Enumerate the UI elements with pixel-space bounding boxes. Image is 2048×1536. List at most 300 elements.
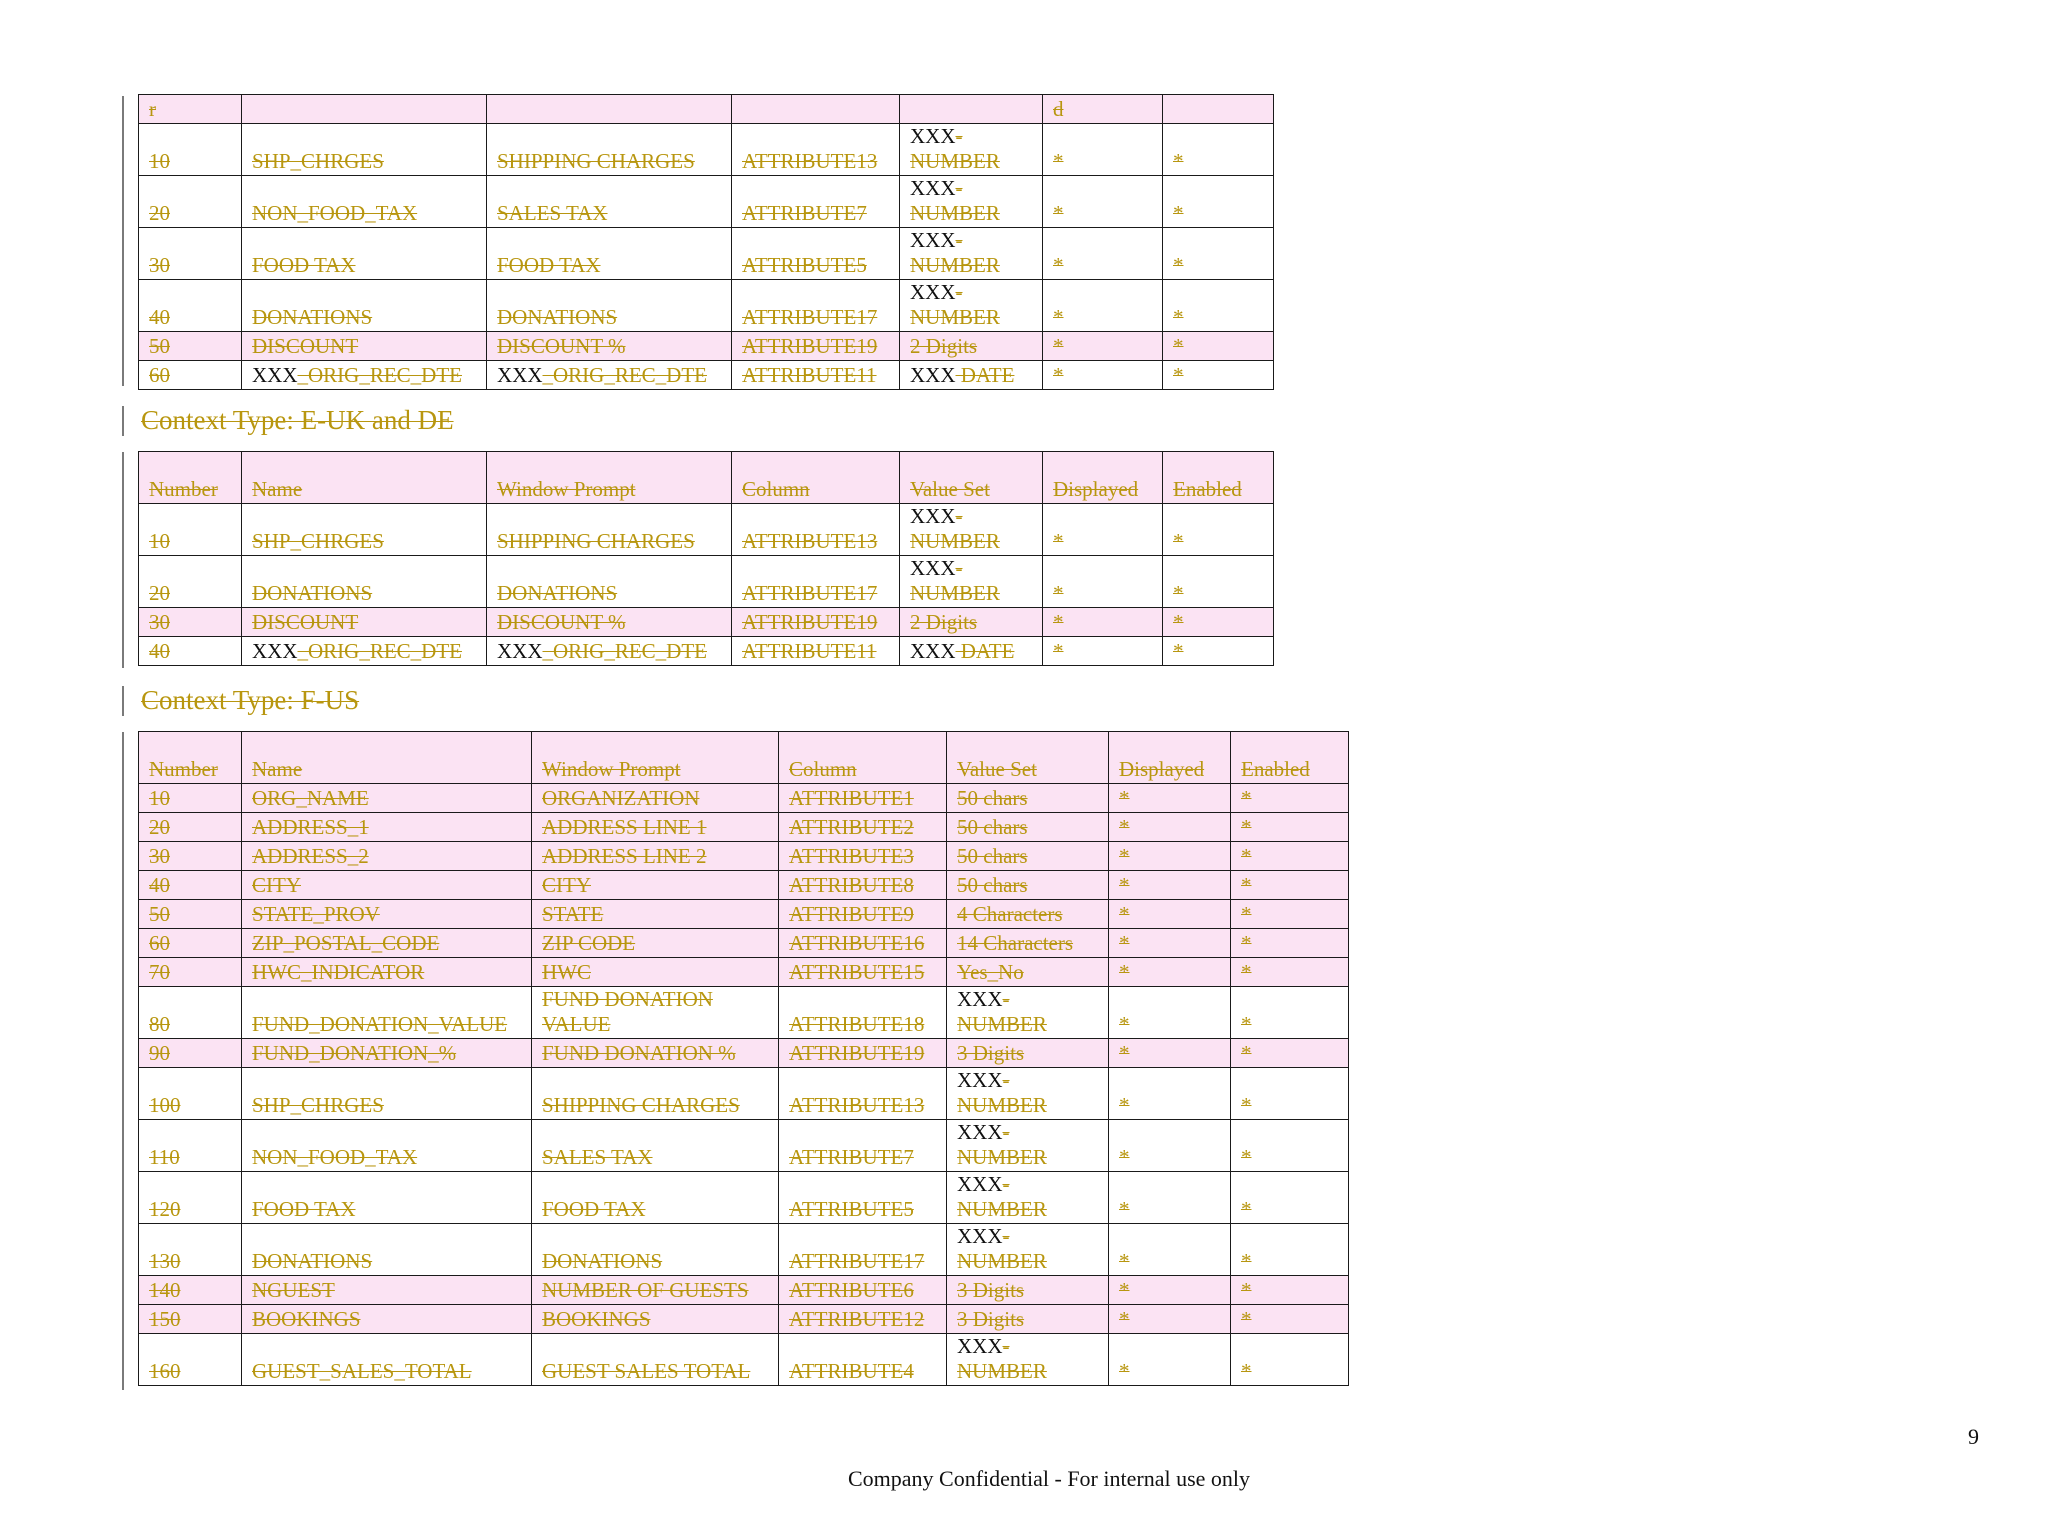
inserted-text: XXX [910,363,956,387]
deleted-text: NON_FOOD_TAX [252,1145,418,1169]
deleted-text: _ORIG_REC_DTE [297,639,462,663]
deleted-text: 14 Characters [957,931,1074,955]
header-label: r [149,97,156,121]
header-label: Value Set [957,757,1037,781]
deleted-text: ATTRIBUTE17 [789,1249,925,1273]
enabled-cell [1163,556,1274,608]
change-bar [122,686,124,716]
window-prompt-cell [532,1172,779,1224]
deleted-text: GUEST SALES TOTAL [542,1359,751,1383]
deleted-text: * [1241,844,1252,868]
displayed-cell [1043,608,1163,637]
window-prompt-cell [532,1276,779,1305]
table-row [139,176,1274,228]
displayed-cell [1043,124,1163,176]
number-cell [139,332,242,361]
deleted-text: * [1173,363,1184,387]
deleted-text: ADDRESS LINE 1 [542,815,707,839]
value-set-cell [947,1334,1109,1386]
displayed-cell [1109,1334,1231,1386]
deleted-text: ORG_NAME [252,786,369,810]
window-prompt-cell [532,1120,779,1172]
table-row [139,958,1349,987]
enabled-cell [1163,361,1274,390]
number-cell [139,280,242,332]
inserted-text: XXX [957,987,1003,1011]
column-cell [779,1276,947,1305]
header-window-prompt-cell [532,732,779,784]
deleted-text: FUND DONATION VALUE [542,987,713,1036]
number-cell [139,228,242,280]
table-row [139,871,1349,900]
deleted-text: SHP_CHRGES [252,1093,384,1117]
column-cell [779,900,947,929]
name-cell [242,813,532,842]
deleted-text: * [1241,1093,1252,1117]
deleted-text: 50 chars [957,873,1028,897]
number-cell [139,1039,242,1068]
column-cell [779,987,947,1039]
deleted-text: FOOD TAX [252,253,356,277]
deleted-text: * [1173,581,1184,605]
enabled-cell [1231,1068,1349,1120]
value-set-cell [900,124,1043,176]
inserted-text: XXX [497,363,543,387]
deleted-text: SALES TAX [542,1145,653,1169]
value-set-cell [947,784,1109,813]
deleted-text: * [1119,786,1130,810]
table-header-row [139,732,1349,784]
value-set-cell [900,556,1043,608]
deleted-text: * [1053,639,1064,663]
value-set-cell [947,1172,1109,1224]
deleted-text: * [1053,581,1064,605]
table-row [139,1172,1349,1224]
deleted-text: NGUEST [252,1278,335,1302]
column-cell [732,124,900,176]
deleted-text: * [1053,334,1064,358]
header-enabled-cell [1163,452,1274,504]
number-cell [139,361,242,390]
column-cell [732,228,900,280]
deleted-text: * [1173,201,1184,225]
name-cell [242,1039,532,1068]
deleted-text: ATTRIBUTE1 [789,786,914,810]
displayed-cell [1043,332,1163,361]
displayed-cell [1109,1305,1231,1334]
header-column-cell [779,732,947,784]
deleted-text: 90 [149,1041,170,1065]
deleted-text: 3 Digits [957,1278,1025,1302]
window-prompt-cell [532,929,779,958]
deleted-text: ORGANIZATION [542,786,700,810]
header-label: d [1053,97,1064,121]
deleted-text: * [1119,1278,1130,1302]
deleted-text: ZIP CODE [542,931,636,955]
header-label: Enabled [1173,477,1242,501]
header-label: Displayed [1119,757,1205,781]
name-cell [242,987,532,1039]
name-cell [242,1172,532,1224]
displayed-cell [1043,556,1163,608]
table-row [139,1039,1349,1068]
deleted-text: ATTRIBUTE7 [789,1145,914,1169]
deleted-text: -NUMBER [910,280,1000,329]
name-cell [242,929,532,958]
value-set-cell [947,813,1109,842]
enabled-cell [1231,1334,1349,1386]
deleted-text: ATTRIBUTE18 [789,1012,925,1036]
inserted-text: XXX [910,228,956,252]
window-prompt-cell [532,987,779,1039]
deleted-text: * [1241,1359,1252,1383]
enabled-cell [1231,1276,1349,1305]
deleted-text: -NUMBER [910,556,1000,605]
table-row [139,361,1274,390]
deleted-text: 3 Digits [957,1307,1025,1331]
deleted-text: * [1241,815,1252,839]
table-row [139,1224,1349,1276]
deleted-text: DISCOUNT % [497,610,626,634]
deleted-text: 30 [149,253,170,277]
displayed-cell [1043,637,1163,666]
header-label: Enabled [1241,757,1310,781]
number-cell [139,1334,242,1386]
name-cell [242,504,487,556]
enabled-cell [1231,900,1349,929]
displayed-cell [1109,1068,1231,1120]
deleted-text: 10 [149,529,170,553]
context-heading-e: Context Type: E-UK and DE [141,405,454,435]
displayed-cell [1043,361,1163,390]
deleted-text: NUMBER OF GUESTS [542,1278,749,1302]
enabled-cell [1231,1120,1349,1172]
table-row [139,784,1349,813]
enabled-cell [1163,332,1274,361]
value-set-cell [947,842,1109,871]
deleted-text: 20 [149,581,170,605]
deleted-text: -NUMBER [957,1120,1047,1169]
header-label: Name [252,477,303,501]
displayed-cell [1043,176,1163,228]
change-bar [122,406,124,436]
deleted-text: * [1241,902,1252,926]
change-bar [122,452,124,668]
deleted-text: * [1119,1012,1130,1036]
header-column-cell [732,452,900,504]
deleted-text: FUND DONATION % [542,1041,736,1065]
deleted-text: ATTRIBUTE15 [789,960,925,984]
deleted-text: * [1241,1041,1252,1065]
enabled-cell [1163,176,1274,228]
name-cell [242,1120,532,1172]
header-displayed-cell [1043,95,1163,124]
deleted-text: 40 [149,873,170,897]
displayed-cell [1109,1224,1231,1276]
deleted-text: ATTRIBUTE2 [789,815,914,839]
deleted-text: 50 [149,902,170,926]
window-prompt-cell [487,124,732,176]
deleted-text: -NUMBER [910,228,1000,277]
header-label: Value Set [910,477,990,501]
window-prompt-cell [532,1039,779,1068]
header-window-prompt-cell [487,452,732,504]
deleted-text: * [1119,844,1130,868]
deleted-text: DONATIONS [252,1249,373,1273]
table-header-row [139,95,1274,124]
enabled-cell [1231,813,1349,842]
deleted-text: DATE [955,363,1015,387]
deleted-text: BOOKINGS [542,1307,651,1331]
deleted-text: DATE [955,639,1015,663]
deleted-text: -NUMBER [957,1068,1047,1117]
deleted-text: DISCOUNT % [497,334,626,358]
deleted-text: * [1241,931,1252,955]
name-cell [242,784,532,813]
header-enabled-cell [1231,732,1349,784]
number-cell [139,1068,242,1120]
table-row [139,637,1274,666]
deleted-text: 60 [149,931,170,955]
inserted-text: XXX [910,124,956,148]
table-row [139,228,1274,280]
deleted-text: * [1119,960,1130,984]
deleted-text: ADDRESS_1 [252,815,369,839]
deleted-text: * [1173,253,1184,277]
deleted-text: ATTRIBUTE13 [742,529,878,553]
displayed-cell [1109,1039,1231,1068]
deleted-text: _ORIG_REC_DTE [297,363,462,387]
window-prompt-cell [487,556,732,608]
column-cell [779,929,947,958]
deleted-text: -NUMBER [910,176,1000,225]
displayed-cell [1109,1120,1231,1172]
number-cell [139,124,242,176]
enabled-cell [1163,504,1274,556]
deleted-text: GUEST_SALES_TOTAL [252,1359,472,1383]
deleted-text: 160 [149,1359,181,1383]
page-number: 9 [1968,1424,1979,1449]
deleted-text: DONATIONS [497,305,618,329]
deleted-text: SHIPPING CHARGES [542,1093,740,1117]
enabled-cell [1231,1224,1349,1276]
name-cell [242,124,487,176]
column-cell [779,1305,947,1334]
column-cell [779,1224,947,1276]
displayed-cell [1109,987,1231,1039]
deleted-text: * [1053,610,1064,634]
value-set-cell [900,280,1043,332]
header-window-prompt-cell [487,95,732,124]
deleted-text: ATTRIBUTE11 [742,363,877,387]
deleted-text: ATTRIBUTE13 [742,149,878,173]
deleted-text: -NUMBER [910,124,1000,173]
flexfield-table-f [138,731,1349,1386]
window-prompt-cell [487,280,732,332]
deleted-text: SHP_CHRGES [252,529,384,553]
number-cell [139,958,242,987]
deleted-text: * [1119,902,1130,926]
window-prompt-cell [532,784,779,813]
deleted-text: * [1053,201,1064,225]
window-prompt-cell [532,871,779,900]
deleted-text: ATTRIBUTE19 [742,610,878,634]
window-prompt-cell [532,1305,779,1334]
deleted-text: ATTRIBUTE9 [789,902,914,926]
deleted-text: DISCOUNT [252,334,359,358]
window-prompt-cell [532,842,779,871]
header-displayed-cell [1109,732,1231,784]
deleted-text: -NUMBER [957,1334,1047,1383]
enabled-cell [1231,784,1349,813]
deleted-text: ATTRIBUTE17 [742,305,878,329]
column-cell [732,280,900,332]
number-cell [139,987,242,1039]
number-cell [139,1276,242,1305]
deleted-text: 120 [149,1197,181,1221]
deleted-text: ATTRIBUTE12 [789,1307,925,1331]
column-cell [779,1039,947,1068]
deleted-text: 50 chars [957,786,1028,810]
name-cell [242,1068,532,1120]
deleted-text: 50 [149,334,170,358]
deleted-text: * [1119,931,1130,955]
number-cell [139,176,242,228]
table-header-row [139,452,1274,504]
flexfield-table-d [138,94,1274,390]
deleted-text: ATTRIBUTE3 [789,844,914,868]
deleted-text: ATTRIBUTE19 [742,334,878,358]
deleted-text: * [1119,1249,1130,1273]
deleted-text: ATTRIBUTE13 [789,1093,925,1117]
window-prompt-cell [487,608,732,637]
deleted-text: ATTRIBUTE7 [742,201,867,225]
enabled-cell [1163,280,1274,332]
inserted-text: XXX [910,639,956,663]
table-row [139,608,1274,637]
deleted-text: 140 [149,1278,181,1302]
deleted-text: ATTRIBUTE19 [789,1041,925,1065]
displayed-cell [1109,900,1231,929]
deleted-text: * [1241,1307,1252,1331]
value-set-cell [947,1068,1109,1120]
deleted-text: ATTRIBUTE5 [742,253,867,277]
deleted-text: 30 [149,844,170,868]
deleted-text: 3 Digits [957,1041,1025,1065]
name-cell [242,608,487,637]
value-set-cell [947,929,1109,958]
window-prompt-cell [487,332,732,361]
deleted-text: * [1173,610,1184,634]
deleted-text: 130 [149,1249,181,1273]
enabled-cell [1163,637,1274,666]
inserted-text: XXX [957,1172,1003,1196]
inserted-text: XXX [910,176,956,200]
inserted-text: XXX [910,504,956,528]
deleted-text: * [1173,639,1184,663]
header-number-cell [139,95,242,124]
window-prompt-cell [487,637,732,666]
enabled-cell [1231,929,1349,958]
table-row [139,1276,1349,1305]
deleted-text: ATTRIBUTE4 [789,1359,914,1383]
name-cell [242,332,487,361]
name-cell [242,900,532,929]
deleted-text: ATTRIBUTE16 [789,931,925,955]
enabled-cell [1231,1039,1349,1068]
deleted-text: NON_FOOD_TAX [252,201,418,225]
header-name-cell [242,452,487,504]
deleted-text: 50 chars [957,815,1028,839]
header-label: Displayed [1053,477,1139,501]
header-value-set-cell [900,452,1043,504]
window-prompt-cell [532,1068,779,1120]
column-cell [779,1172,947,1224]
table-row [139,929,1349,958]
number-cell [139,637,242,666]
value-set-cell [900,504,1043,556]
column-cell [779,1120,947,1172]
header-number-cell [139,732,242,784]
number-cell [139,871,242,900]
deleted-text: 110 [149,1145,180,1169]
deleted-text: ZIP_POSTAL_CODE [252,931,440,955]
deleted-text: 2 Digits [910,610,978,634]
deleted-text: 40 [149,305,170,329]
change-bar [122,96,124,386]
displayed-cell [1043,228,1163,280]
name-cell [242,361,487,390]
header-label: Number [149,477,218,501]
deleted-text: * [1119,1041,1130,1065]
deleted-text: HWC [542,960,591,984]
deleted-text: * [1241,873,1252,897]
deleted-text: 20 [149,815,170,839]
value-set-cell [947,987,1109,1039]
enabled-cell [1231,987,1349,1039]
table-row [139,556,1274,608]
deleted-text: ATTRIBUTE6 [789,1278,914,1302]
deleted-text: 10 [149,786,170,810]
deleted-text: * [1241,1278,1252,1302]
deleted-text: 2 Digits [910,334,978,358]
name-cell [242,176,487,228]
deleted-text: -NUMBER [957,1172,1047,1221]
deleted-text: _ORIG_REC_DTE [542,639,707,663]
column-cell [732,176,900,228]
window-prompt-cell [532,813,779,842]
table-row [139,1305,1349,1334]
header-label: Number [149,757,218,781]
deleted-text: * [1119,873,1130,897]
deleted-text: STATE_PROV [252,902,380,926]
column-cell [732,608,900,637]
deleted-text: -NUMBER [957,987,1047,1036]
column-cell [779,784,947,813]
value-set-cell [947,1305,1109,1334]
header-name-cell [242,732,532,784]
window-prompt-cell [532,900,779,929]
header-label: Window Prompt [497,477,636,501]
deleted-text: * [1241,1249,1252,1273]
value-set-cell [900,361,1043,390]
confidential-footer: Company Confidential - For internal use only [847,1466,1251,1491]
deleted-text: 70 [149,960,170,984]
window-prompt-cell [487,176,732,228]
deleted-text: Yes_No [957,960,1024,984]
deleted-text: FUND_DONATION_VALUE [252,1012,508,1036]
header-label: Name [252,757,303,781]
